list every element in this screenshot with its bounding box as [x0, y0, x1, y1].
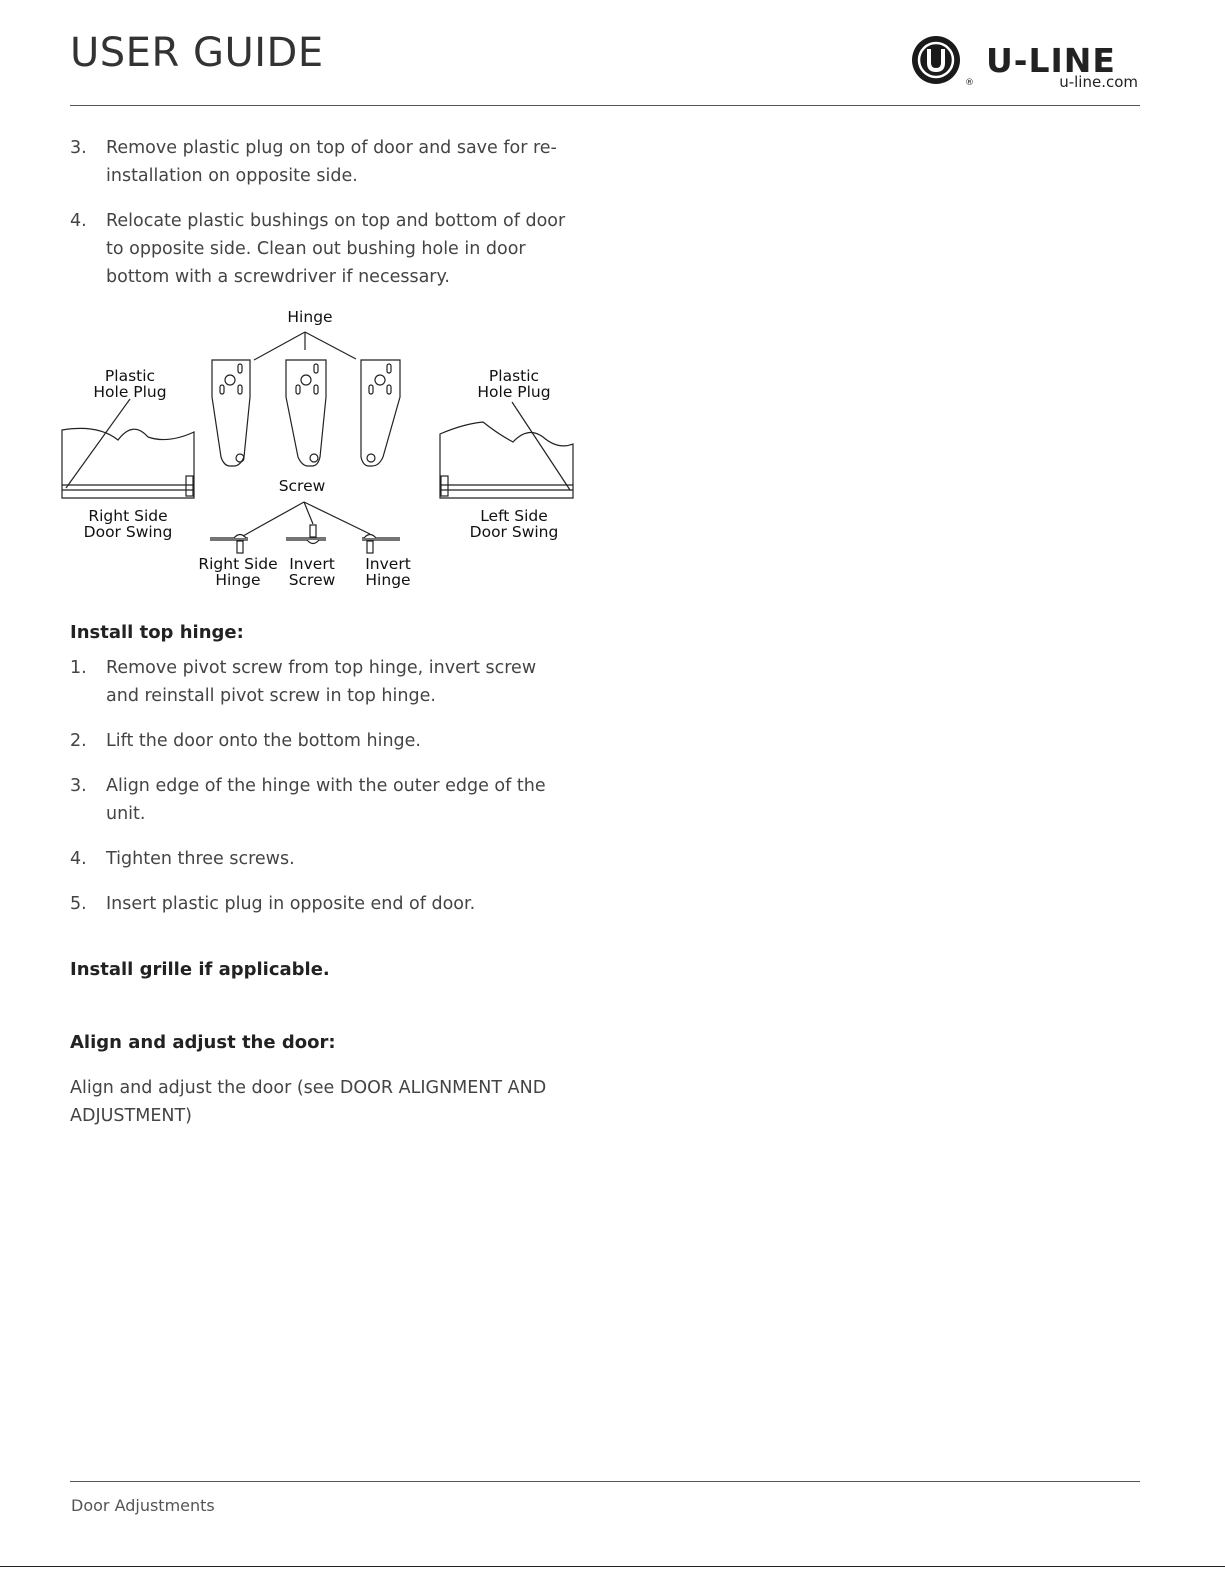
left-side-door-swing-label: Door Swing [469, 523, 559, 541]
footer-divider [70, 1481, 1140, 1482]
plastic-hole-plug-label: Hole Plug [93, 383, 167, 401]
plastic-hole-plug-label: Plastic [104, 367, 156, 385]
svg-text:u-line.com: u-line.com [1059, 73, 1138, 91]
list-item: 4. Relocate plastic bushings on top and bottom of door to opposite side. Clean out bushing hole in door bottom with a screwdriver if necessary. [70, 211, 566, 287]
right-side-door-swing-label: Door Swing [83, 523, 173, 541]
list-item: 1. Remove pivot screw from top hinge, invert screw and reinstall pivot screw in top hinge. [70, 658, 537, 706]
list-item: 3. Remove plastic plug on top of door and save for re-installation on opposite side. [70, 138, 557, 186]
screw-label: Screw [278, 477, 326, 495]
right-side-hinge-label: Right Side [198, 555, 278, 573]
list-item: 2. Lift the door onto the bottom hinge. [70, 731, 421, 751]
invert-hinge-label: Hinge [365, 571, 411, 589]
steps-list-top-hinge [70, 654, 570, 935]
invert-screw-label: Screw [288, 571, 336, 589]
svg-text:U-LINE: U-LINE [986, 41, 1116, 80]
header-divider [70, 105, 1140, 106]
align-adjust-heading: Align and adjust the door: [70, 1032, 336, 1053]
install-top-hinge-heading: Install top hinge: [70, 622, 244, 643]
footer-section-name: Door Adjustments [71, 1496, 215, 1515]
svg-text:®: ® [965, 78, 974, 88]
page-bottom-edge [0, 1566, 1225, 1567]
u-line-logo [908, 32, 1140, 92]
align-adjust-text: Align and adjust the door (see DOOR ALIGNMENT AND ADJUSTMENT) [70, 1078, 547, 1126]
list-item: 4. Tighten three screws. [70, 849, 295, 869]
hinge-reversal-diagram [58, 302, 578, 597]
hinge-label: Hinge [287, 308, 333, 326]
plastic-hole-plug-label: Plastic [488, 367, 540, 385]
invert-hinge-label: Invert [365, 555, 411, 573]
right-side-door-swing-label: Right Side [88, 507, 168, 525]
list-item: 5. Insert plastic plug in opposite end of door. [70, 894, 476, 914]
right-side-hinge-label: Hinge [215, 571, 261, 589]
left-side-door-swing-label: Left Side [480, 507, 548, 525]
page-title: USER GUIDE [70, 30, 324, 76]
invert-screw-label: Invert [289, 555, 335, 573]
steps-list-a [70, 134, 570, 308]
list-item: 3. Align edge of the hinge with the outer edge of the unit. [70, 776, 546, 824]
install-grille-heading: Install grille if applicable. [70, 959, 330, 980]
plastic-hole-plug-label: Hole Plug [477, 383, 551, 401]
